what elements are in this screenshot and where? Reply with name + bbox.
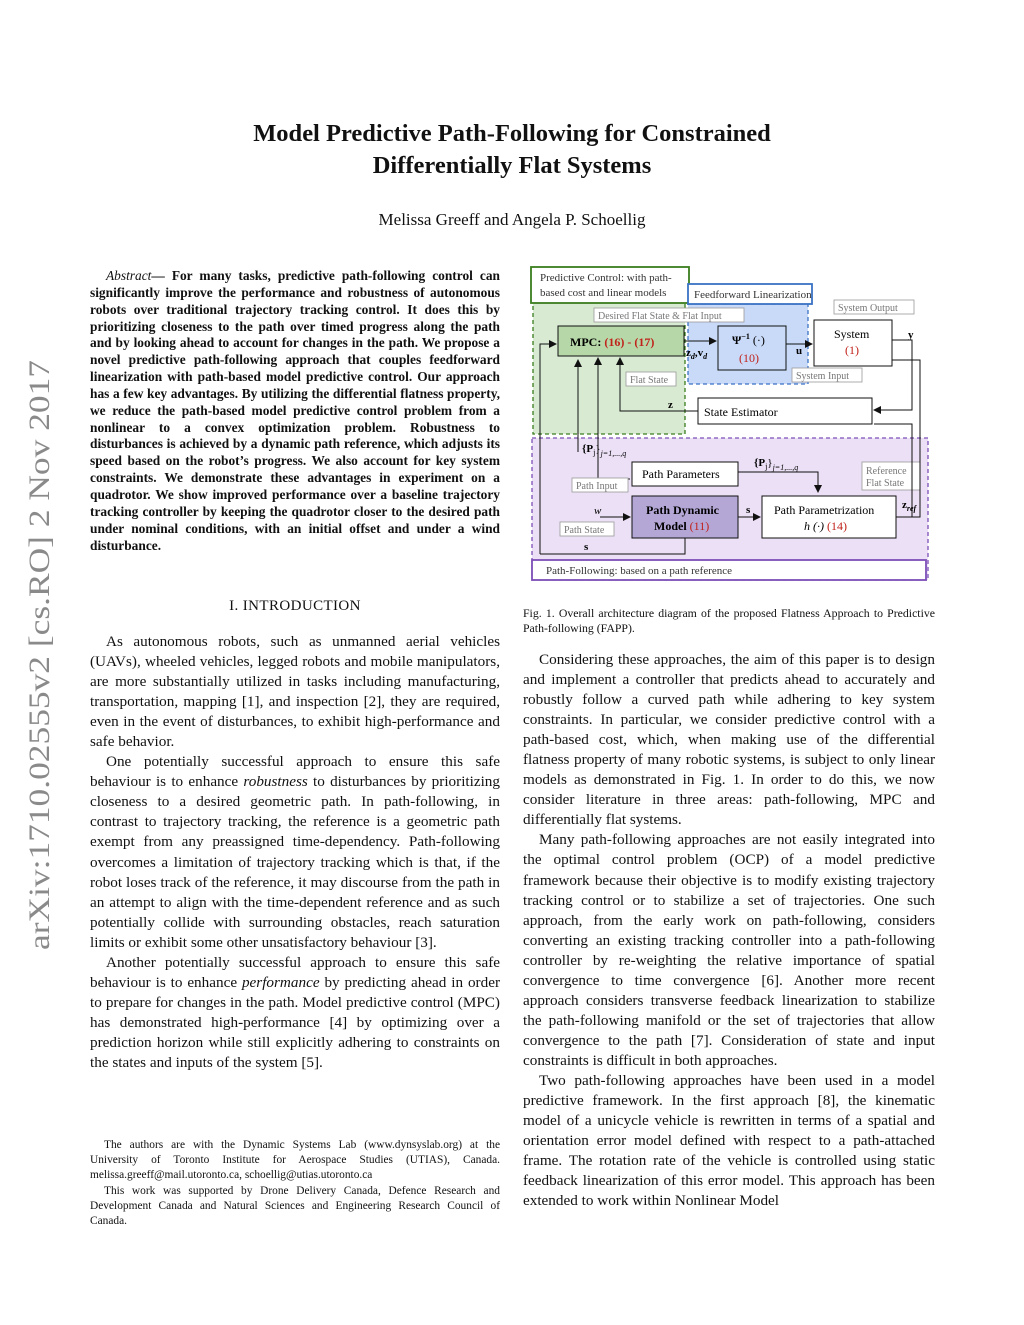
svg-text:y: y: [908, 329, 914, 341]
paragraph: One potentially successful approach to ensure this safe behaviour is to enhance robustness to disturbances by prioritizing closeness to a desired geometric path. In path-following, in contrast to trajectory tracking, the reference is a geometric path exempt from any preassigned time-dependency. Path-following overcomes a limitation of trajectory tracking which is that, if the robot loses track of the reference, it may discourse from the path in an attempt to align with the time-dependent reference and as such potentially collide with surrounding obstacles, reach saturation limits or exhibit some other unsatisfactory behaviour [3].: [90, 753, 500, 951]
paper-title: Model Predictive Path-Following for Constrained Differentially Flat Systems: [253, 120, 771, 179]
paragraph: Two path-following approaches have been used in a model predictive framework. In the first approach [8], the kinematic model of a unicycle vehicle is rewritten in terms of a spatial and orientation error model defined with respect to a path-attached frame. The rotation rate of the vehicle is controlled using static feedback linearization of this error model. This approach has been extended to work within Nonlinear Model: [523, 1071, 935, 1210]
svg-text:{Pj}j=1,...,q: $\{P_j\}_{j=1,...,q}$: [754, 457, 799, 472]
section-heading: I. INTRODUCTION: [229, 598, 361, 614]
svg-text:System Input: System Input: [796, 371, 850, 382]
predictive-label: Predictive Control: with path-: [540, 272, 672, 284]
svg-text:Path Parameters: Path Parameters: [642, 467, 720, 481]
svg-text:Model (11): Model (11): [654, 519, 710, 533]
abstract-label: Abstract: [106, 268, 152, 283]
abstract-text: For many tasks, predictive path-following control can significantly improve the performance and robustness of autonomous robots over traditional trajectory tracking control. It does this by prioritizing closeness to the path over timed progress along the path and by looking ahead to account for changes in the path. We propose a novel predictive path-following approach that couples feedforward linearization with path-based model predictive control. Our approach has a few key advantages. By utilizing the differential flatness property, we reduce the path-based model predictive control problem from a nonlinear to a convex optimization problem. Robustness to disturbances is achieved by a dynamic path reference, which adjusts its speed based on the robot’s progress. We also account for key system constraints. We demonstrate these advantages in experiment on a quadrotor. We show improved performance over a baseline trajectory tracking controller by keeping the quadrotor closer to the desired path under nominal conditions, with an initial offset and under a wind disturbance.: [90, 268, 500, 553]
right-column-text: [523, 650, 935, 1211]
architecture-diagram: [528, 264, 936, 584]
svg-text:Desired Flat State & Flat Inpu: Desired Flat State & Flat Input: [598, 311, 722, 322]
svg-text:s: s: [746, 504, 751, 516]
svg-text:h (·) (14): h (·) (14): [804, 519, 847, 533]
abstract: Abstract— For many tasks, predictive path-following control can significantly improve the performance and robustness of autonomous robots over traditional trajectory tracking control. It does this by prioritizing closeness to the path over timed progress along the path and by looking ahead to account for changes in the path. We propose a novel predictive path-following approach that couples feedforward linearization with path-based model predictive control. Our approach has a few key advantages. By utilizing the differential flatness property, we reduce the path-based model predictive control problem from a nonlinear to a convex optimization problem. Robustness to disturbances is achieved by a dynamic path reference, which adjusts its speed based on the robot’s progress. We also account for key system constraints. We demonstrate these advantages in experiment on a quadrotor. We show improved performance over a baseline trajectory tracking controller by keeping the quadrotor closer to the desired path under nominal conditions, with an initial offset and under a wind disturbance.: [90, 268, 500, 553]
svg-text:System Output: System Output: [838, 303, 898, 314]
figure-caption: Fig. 1. Overall architecture diagram of the proposed Flatness Approach to Predictive Path-following (FAPP).: [523, 606, 935, 636]
svg-text:System: System: [834, 327, 870, 341]
svg-text:Path Dynamic: Path Dynamic: [646, 503, 719, 517]
svg-text:Path-Following: based on a pat: Path-Following: based on a path reference: [546, 565, 733, 577]
svg-text:zref: $z_{ref}$: [902, 499, 917, 513]
svg-text:z: z: [668, 399, 673, 411]
svg-text:Path State: Path State: [564, 525, 605, 536]
svg-text:s: s: [584, 541, 589, 553]
svg-text:Reference: Reference: [866, 466, 907, 477]
authors: Melissa Greeff and Angela P. Schoellig: [378, 210, 646, 229]
svg-text:Flat State: Flat State: [866, 478, 905, 489]
paragraph: As autonomous robots, such as unmanned aerial vehicles (UAVs), wheeled vehicles, legged robots and mobile manipulators, are more substantially utilized in tasks including manufacturing, transportation, mapping [1], and inspection [2], they are required, even in the event of disturbances, to exhibit high-performance and safe behavior.: [90, 633, 500, 751]
svg-text:Feedforward Linearization: Feedforward Linearization: [694, 289, 812, 301]
svg-text:w: w: [594, 505, 602, 517]
svg-text:zd,vd: $z_d,v_d$: [686, 347, 708, 361]
arxiv-id: arXiv:1710.02555v2 [cs.RO] 2 Nov 2017: [23, 450, 56, 950]
arxiv-stamp: [12, 350, 62, 960]
svg-text:Ψ−1 (·): $\Psi^{-1}$ (·): [732, 332, 765, 347]
svg-text:State Estimator: State Estimator: [704, 405, 778, 419]
intro-text: [90, 632, 500, 1073]
svg-text:(10): (10): [739, 351, 759, 365]
svg-text:u: u: [796, 345, 803, 357]
svg-text:(1): (1): [845, 343, 859, 357]
paragraph: Considering these approaches, the aim of this paper is to design and implement a controller that predicts ahead to accurately and robustly follow a curved path while adhering to key system constraints. In particular, we consider predictive control with a path-based cost, which, when making use of the differential flatness property of many robotic systems, is subject to only linear models as demonstrated in Fig. 1. In order to do this, we now consider literature in three areas: path-following, MPC and differentially flat systems.: [523, 651, 935, 829]
footnote: The authors are with the Dynamic Systems Lab (www.dynsyslab.org) at the University of Toronto Institute for Aerospace Studies (UTIAS), Canada. melissa.greeff@mail.utoronto.ca, schoellig@utias.utoronto.ca This work was supported by Drone Delivery Canada, Defence Research and Development Canada and Natural Sciences and Engineering Research Council of Canada.: [90, 1139, 500, 1228]
architecture-figure: [528, 264, 936, 584]
svg-text:{Pj}j=1,...,q: $\{P_j\}_{j=1,...,q}$: [582, 443, 627, 458]
paragraph: Many path-following approaches are not easily integrated into the optimal control problem (OCP) of a model predictive framework because their objective is to modify existing trajectory tracking control or to stabilize a set of trajectories. One such approach, from the early work on path-following, considers converting an existing tracking controller into a path-following controller by re-weighting the relative importance of spatial convergence to time convergence [6]. Another more recent approach considers transverse feedback linearization to stabilize the path-following manifold or the set of trajectories that allow convergence to the path [7]. Consideration of state and input constraints is difficult in both approaches.: [523, 831, 935, 1069]
svg-text:MPC: (16) - (17): MPC: (16) - (17): [570, 335, 655, 349]
svg-text:Flat State: Flat State: [630, 375, 669, 386]
paragraph: Another potentially successful approach to ensure this safe behaviour is to enhance performance by predicting ahead in order to prepare for changes in the path. Model predictive control (MPC) has demonstrated high-performance [4] by optimizing over a prediction horizon while still explicitly adhering to constraints on the states and inputs of the system [5].: [90, 953, 501, 1071]
svg-text:based cost and linear models: based cost and linear models: [540, 287, 667, 299]
svg-text:Path Input: Path Input: [576, 481, 618, 492]
svg-text:Path Parametrization: Path Parametrization: [774, 503, 875, 517]
